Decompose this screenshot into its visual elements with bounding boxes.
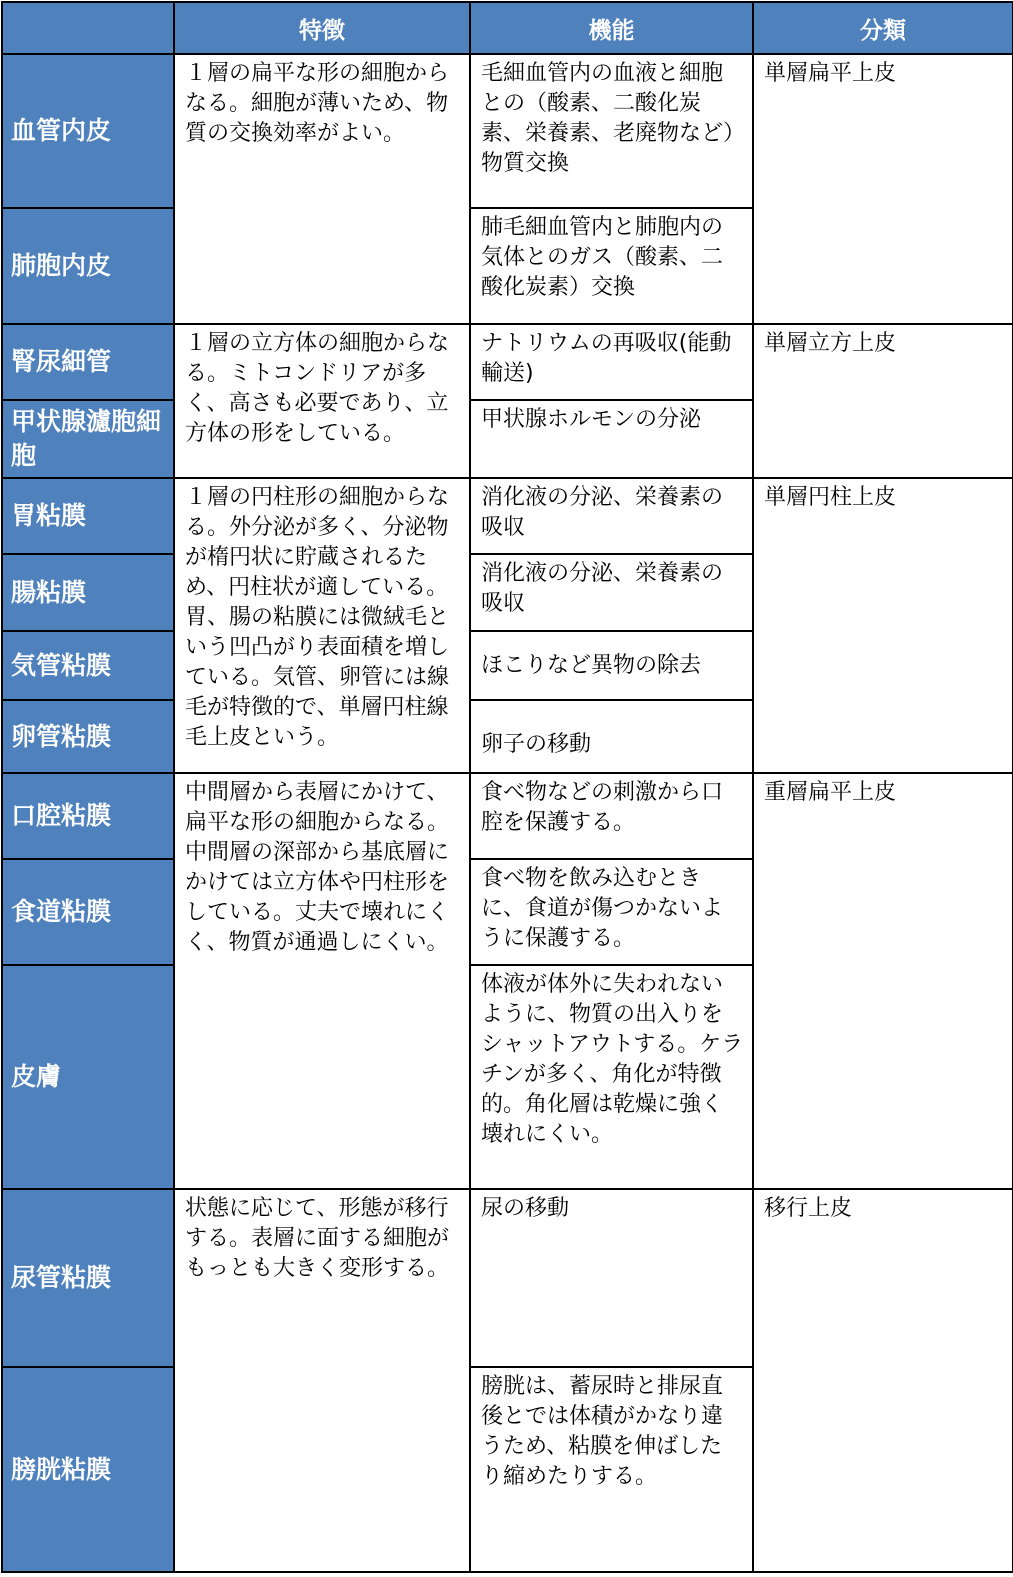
- table-row: [2, 773, 1013, 859]
- function-cell: 体液が体外に失われないように、物質の出入りをシャットアウトする。ケラチンが多く、角化が特徴的。角化層は乾燥に強く壊れにくい。: [470, 965, 753, 1189]
- table-row: [2, 1189, 1013, 1367]
- feature-cell: １層の立方体の細胞からなる。ミトコンドリアが多く、高さも必要であり、立方体の形をしている。: [174, 324, 470, 478]
- classification-cell: 重層扁平上皮: [753, 773, 1013, 1189]
- header-row: [2, 2, 1013, 54]
- function-cell: 肺毛細血管内と肺胞内の気体とのガス（酸素、二酸化炭素）交換: [470, 208, 753, 324]
- tissue-name: 肺胞内皮: [2, 208, 174, 324]
- function-cell: 甲状腺ホルモンの分泌: [470, 400, 753, 478]
- feature-cell: １層の扁平な形の細胞からなる。細胞が薄いため、物質の交換効率がよい。: [174, 54, 470, 324]
- function-cell: 消化液の分泌、栄養素の吸収: [470, 478, 753, 554]
- header-function: 機能: [470, 2, 753, 54]
- tissue-name: 腸粘膜: [2, 554, 174, 631]
- tissue-name: 腎尿細管: [2, 324, 174, 400]
- tissue-name: 皮膚: [2, 965, 174, 1189]
- header-feature: 特徴: [174, 2, 470, 54]
- header-classification: 分類: [753, 2, 1013, 54]
- epithelium-table: [1, 1, 1013, 1573]
- function-cell: ほこりなど異物の除去: [470, 631, 753, 700]
- feature-cell: 中間層から表層にかけて、扁平な形の細胞からなる。中間層の深部から基底層にかけては立方体や円柱形をしている。丈夫で壊れにくく、物質が通過しにくい。: [174, 773, 470, 1189]
- function-cell: 毛細血管内の血液と細胞との（酸素、二酸化炭素、栄養素、老廃物など）物質交換: [470, 54, 753, 208]
- table-row: [2, 54, 1013, 208]
- tissue-name: 血管内皮: [2, 54, 174, 208]
- classification-cell: 単層円柱上皮: [753, 478, 1013, 773]
- classification-cell: 単層立方上皮: [753, 324, 1013, 478]
- classification-cell: 単層扁平上皮: [753, 54, 1013, 324]
- tissue-name: 胃粘膜: [2, 478, 174, 554]
- header-corner-cell: [2, 2, 174, 54]
- function-cell: 消化液の分泌、栄養素の吸収: [470, 554, 753, 631]
- function-cell: 尿の移動: [470, 1189, 753, 1367]
- tissue-name: 卵管粘膜: [2, 700, 174, 773]
- tissue-name: 気管粘膜: [2, 631, 174, 700]
- tissue-name: 膀胱粘膜: [2, 1367, 174, 1572]
- feature-cell: １層の円柱形の細胞からなる。外分泌が多く、分泌物が楕円状に貯蔵されるため、円柱状が適している。胃、腸の粘膜には微絨毛という凹凸がり表面積を増している。気管、卵管には線毛が特徴的で、単層円柱線毛上皮という。: [174, 478, 470, 773]
- tissue-name: 甲状腺濾胞細胞: [2, 400, 174, 478]
- table-row: [2, 478, 1013, 554]
- classification-cell: 移行上皮: [753, 1189, 1013, 1572]
- function-cell: ナトリウムの再吸収(能動輸送): [470, 324, 753, 400]
- table-row: [2, 324, 1013, 400]
- function-cell: 膀胱は、蓄尿時と排尿直後とでは体積がかなり違うため、粘膜を伸ばしたり縮めたりする。: [470, 1367, 753, 1572]
- function-cell: 食べ物などの刺激から口腔を保護する。: [470, 773, 753, 859]
- tissue-name: 口腔粘膜: [2, 773, 174, 859]
- feature-cell: 状態に応じて、形態が移行する。表層に面する細胞がもっとも大きく変形する。: [174, 1189, 470, 1572]
- function-cell: 卵子の移動: [470, 700, 753, 773]
- tissue-name: 尿管粘膜: [2, 1189, 174, 1367]
- tissue-name: 食道粘膜: [2, 859, 174, 965]
- function-cell: 食べ物を飲み込むときに、食道が傷つかないように保護する。: [470, 859, 753, 965]
